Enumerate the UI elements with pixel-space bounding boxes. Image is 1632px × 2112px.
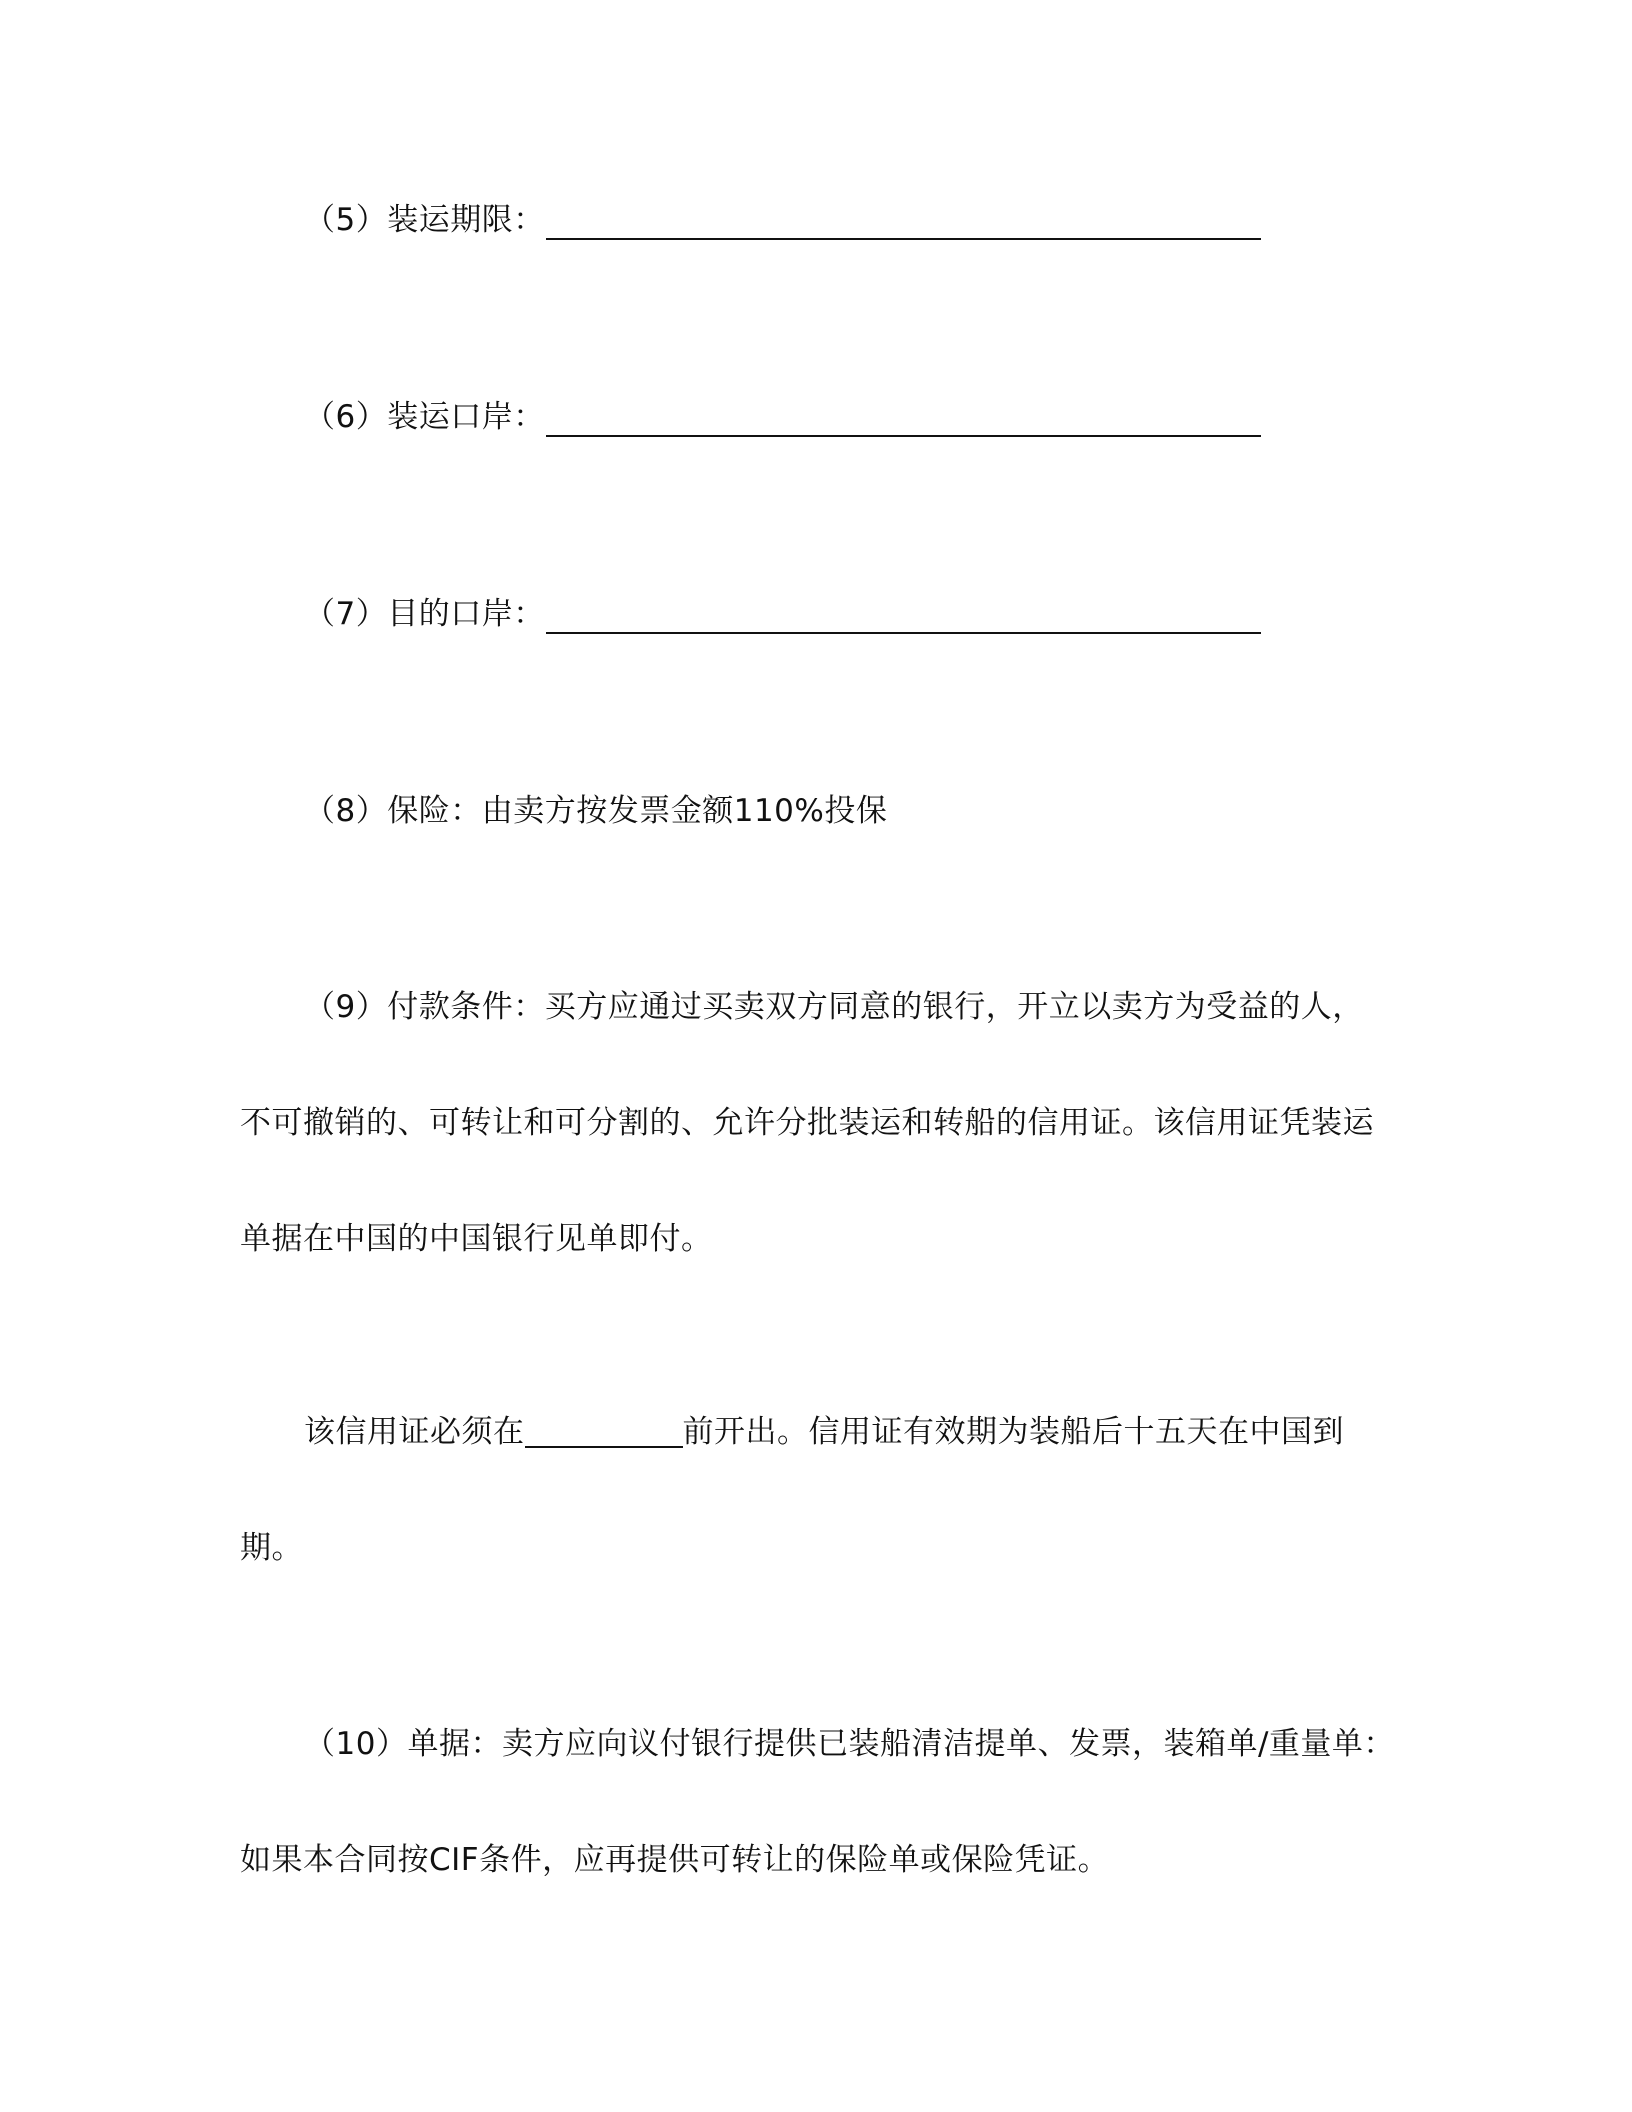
item-7-label: （7）目的口岸： [304, 596, 545, 632]
item-10-line-2: 如果本合同按CIF条件，应再提供可转让的保险单或保险凭证。 [240, 1842, 1110, 1878]
credit-before-blank: 该信用证必须在 [304, 1414, 525, 1450]
item-9-line-1: （9）付款条件：买方应通过买卖双方同意的银行，开立以卖方为受益的人， [304, 989, 1364, 1025]
shipment-period-field[interactable] [546, 238, 1261, 240]
credit-date-field[interactable] [525, 1416, 683, 1448]
credit-line-2: 期。 [240, 1530, 303, 1566]
destination-port-field[interactable] [546, 632, 1261, 634]
item-9-line-3: 单据在中国的中国银行见单即付。 [240, 1221, 713, 1257]
item-10-line-1: （10）单据：卖方应向议付银行提供已装船清洁提单、发票，装箱单/重量单： [304, 1726, 1395, 1762]
credit-after-blank: 前开出。信用证有效期为装船后十五天在中国到 [682, 1414, 1344, 1450]
item-8-insurance: （8）保险：由卖方按发票金额110%投保 [304, 793, 888, 829]
loading-port-field[interactable] [546, 435, 1261, 437]
credit-line-1 [304, 1410, 1344, 1454]
item-6-label: （6）装运口岸： [304, 399, 545, 435]
item-5-label: （5）装运期限： [304, 202, 545, 238]
item-9-line-2: 不可撤销的、可转让和可分割的、允许分批装运和转船的信用证。该信用证凭装运 [240, 1105, 1374, 1141]
